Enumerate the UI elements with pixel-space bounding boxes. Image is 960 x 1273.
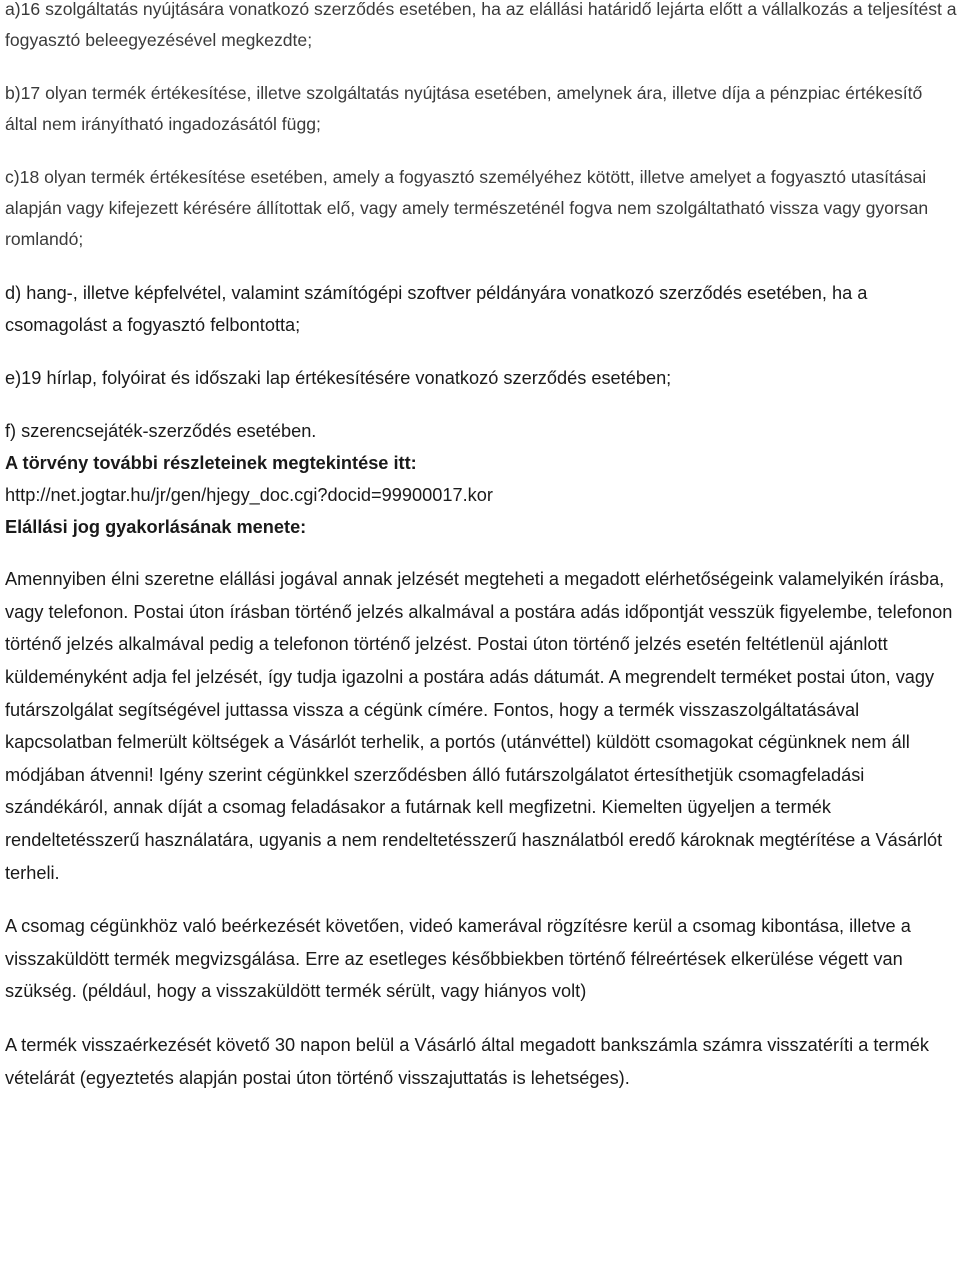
list-item-a16: a)16 szolgáltatás nyújtására vonatkozó szerződés esetében, ha az elállási határidő lejárta előtt a vállalkozás a teljesítést a fogyasztó beleegyezésével megkezdte; xyxy=(5,0,957,51)
list-item-c18: c)18 olyan termék értékesítése esetében, amely a fogyasztó személyéhez kötött, illetve amelyet a fogyasztó utasításai alapján vagy kifejezett kérésére állítottak elő, vagy amely természeténél fogva nem szolgáltatható vissza vagy gyorsan romlandó; xyxy=(5,166,929,250)
list-item-f: f) szerencsejáték-szerződés esetében. xyxy=(5,420,317,441)
withdrawal-heading: Elállási jog gyakorlásának menete: xyxy=(5,517,307,538)
document-page xyxy=(5,0,957,1094)
list-item-d: d) hang-, illetve képfelvétel, valamint számítógépi szoftver példányára vonatkozó szerződés esetében, ha a csomagolást a fogyasztó felbontotta; xyxy=(5,282,868,336)
list-item-e19: e)19 hírlap, folyóirat és időszaki lap értékesítésére vonatkozó szerződés esetében; xyxy=(5,368,672,389)
withdrawal-paragraph-3: A termék visszaérkezését követő 30 napon belül a Vásárló által megadott bankszámla számra visszatéríti a termék vételárát (egyeztetés alapján postai úton történő visszajuttatás is lehetséges). xyxy=(5,1034,929,1088)
list-item-b17: b)17 olyan termék értékesítése, illetve szolgáltatás nyújtása esetében, amelynek ára, illetve díja a pénzpiac értékesítő által nem irányítható ingadozásától függ; xyxy=(5,82,923,135)
law-details-heading: A törvény további részleteinek megtekintése itt: xyxy=(5,453,417,474)
law-details-link[interactable]: http://net.jogtar.hu/jr/gen/hjegy_doc.cgi?docid=99900017.kor xyxy=(5,485,493,506)
withdrawal-paragraph-2: A csomag cégünkhöz való beérkezését követően, videó kamerával rögzítésre kerül a csomag kibontása, illetve a visszaküldött termék megvizsgálása. Erre az esetleges későbbiekben történő félreértések elkerülése végett van szükség. (például, hogy a visszaküldött termék sérült, vagy hiányos volt) xyxy=(5,916,911,1002)
withdrawal-paragraph-1: Amennyiben élni szeretne elállási jogával annak jelzését megteheti a megadott elérhetőségeink valamelyikén írásba, vagy telefonon. Postai úton írásban történő jelzés alkalmával a postára adás időpontját vesszük figyelembe, telefonon történő jelzés alkalmával pedig a telefonon történő jelzést. Postai úton történő jelzés esetén feltétlenül ajánlott küldeményként adja fel jelzését, így tudja igazolni a postára adás dátumát. A megrendelt terméket postai úton, vagy futárszolgálat segítségével juttassa vissza a cégünk címére. Fontos, hogy a termék visszaszolgáltatásával kapcsolatban felmerült költségek a Vásárlót terhelik, a portós (utánvéttel) küldött csomagokat cégünknek nem áll módjában átvenni! Igény szerint cégünkkel szerződésben álló futárszolgálatot értesíthetjük csomagfeladási szándékáról, annak díját a csomag feladásakor a futárnak kell megfizetni. Kiemelten ügyeljen a termék rendeltetésszerű használatára, ugyanis a nem rendeltetésszerű használatból eredő károknak megtérítése a Vásárlót terheli. xyxy=(5,569,953,883)
